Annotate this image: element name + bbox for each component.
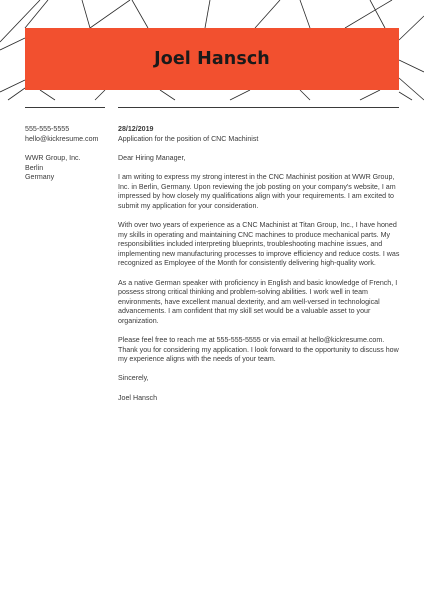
sidebar bbox=[25, 125, 113, 183]
main-divider bbox=[118, 107, 399, 108]
paragraph: With over two years of experience as a CNC Machinist at Titan Group, Inc., I have honed my skills in operating and maintaining CNC machines to produce mechanical parts. My responsibilities included interpreting blueprints, troubleshooting machine issues, and implementing new manufacturing processes to improve efficiency and reduce costs. I was recognized as Employee of the Month for consistently delivering high-quality work. bbox=[118, 220, 400, 268]
closing: Sincerely, bbox=[118, 374, 149, 383]
phone-number: 555-555-5555 bbox=[25, 125, 70, 133]
letter-body bbox=[118, 125, 400, 403]
recipient-country: Germany bbox=[25, 173, 55, 182]
recipient-company: WWR Group, Inc. bbox=[25, 154, 81, 163]
recipient-city: Berlin bbox=[25, 163, 44, 172]
email-address: hello@kickresume.com bbox=[25, 134, 99, 143]
sidebar-divider bbox=[25, 107, 105, 108]
applicant-name: Joel Hansch bbox=[154, 49, 270, 69]
paragraph: I am writing to express my strong interest in the CNC Machinist position at WWR Group, Inc. in Berlin, Germany. Upon reviewing the job posting on your company's website, I am impressed by how closely my qualifications align with your requirements. I am excited to submit my application for your consideration. bbox=[118, 172, 396, 210]
salutation: Dear Hiring Manager, bbox=[118, 153, 186, 162]
header-banner bbox=[25, 28, 399, 90]
paragraph: As a native German speaker with proficiency in English and basic knowledge of French, I possess strong critical thinking and problem-solving abilities. I work well in team environments, have excellent manual dexterity, and am well-versed in technological advancements. I am confident that my skill set would be a valuable asset to your organization. bbox=[118, 278, 398, 325]
signature: Joel Hansch bbox=[118, 393, 158, 402]
spacer bbox=[25, 144, 113, 154]
letter-date: 28/12/2019 bbox=[118, 125, 154, 133]
paragraph: Please feel free to reach me at 555-555-5555 or via email at hello@kickresume.com. Thank you for considering my application. I look forward to the opportunity to discuss how my experience aligns with the needs of your team. bbox=[118, 336, 399, 364]
letter-subject: Application for the position of CNC Machinist bbox=[118, 134, 259, 143]
